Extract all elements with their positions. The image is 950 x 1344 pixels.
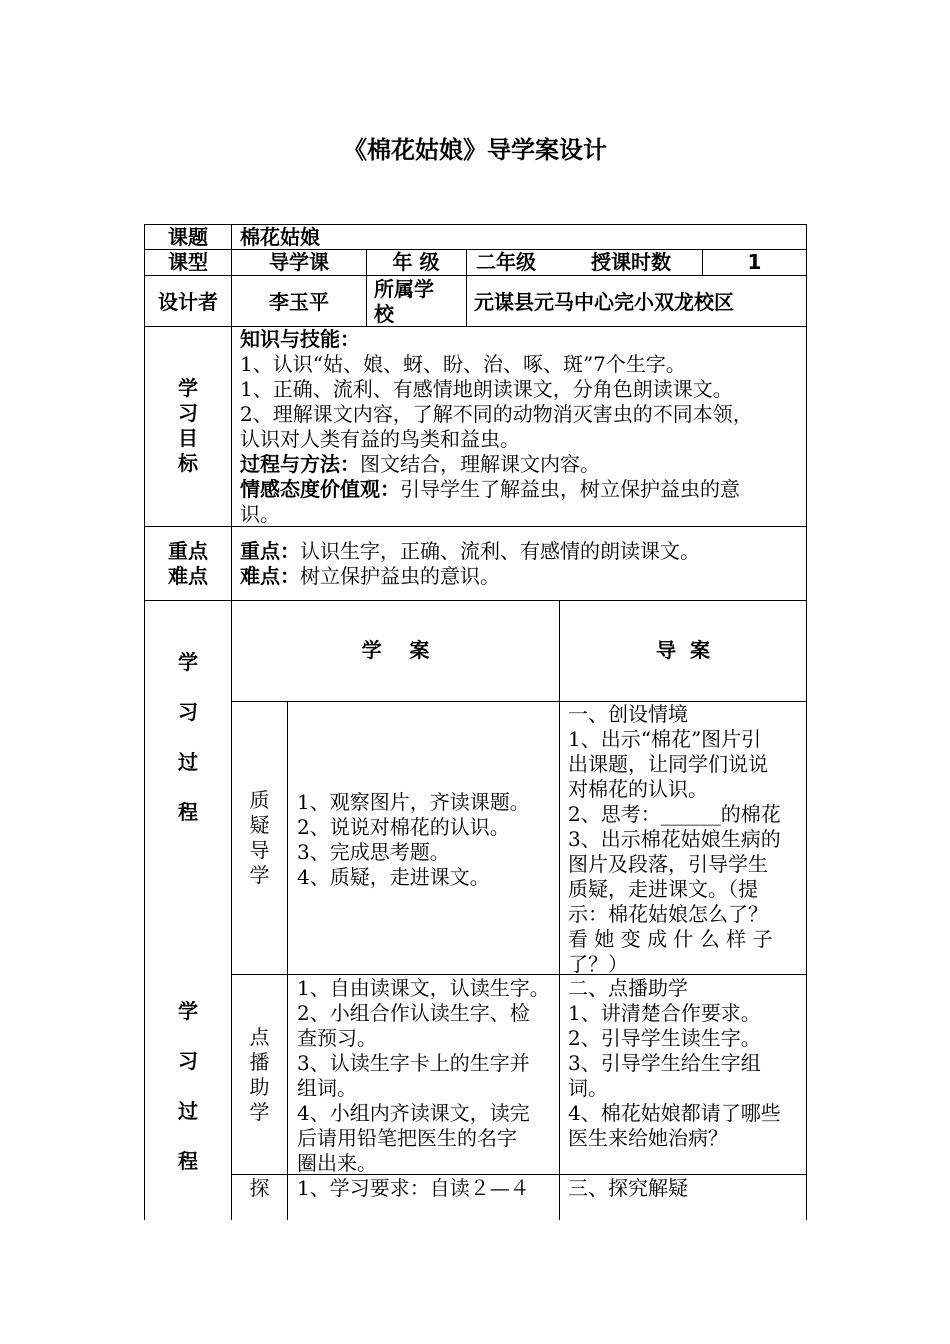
emotion-goal-cont: 识。 xyxy=(240,502,280,526)
document-title: 《棉花姑娘》导学案设计 xyxy=(343,136,607,164)
stage-question-guide: 质 疑 导 学 xyxy=(249,788,270,887)
goal-line-2: 1、正确、流利、有感情地朗读课文，分角色朗读课文。 xyxy=(240,377,733,401)
school-value: 元谋县元马中心完小双龙校区 xyxy=(474,290,734,314)
grade-label: 年 级 xyxy=(392,250,440,274)
student-plan-header: 学 案 xyxy=(361,638,430,662)
topic-label: 课题 xyxy=(168,225,208,249)
student-activities-1: 1、观察图片，齐读课题。 2、说说对棉花的认识。 3、完成思考题。 4、质疑，走进课文。 xyxy=(297,790,530,889)
stage-explore: 探 xyxy=(249,1176,270,1200)
key-label: 重点 xyxy=(168,539,208,563)
process-label-bottom: 学 习 过 程 xyxy=(178,999,198,1173)
topic-value: 棉花姑娘 xyxy=(240,225,320,249)
process-label-top: 学 习 过 程 xyxy=(178,650,198,824)
hours-value: 1 xyxy=(747,250,762,274)
teacher-activities-3: 三、探究解疑 xyxy=(568,1176,688,1200)
process-method: 过程与方法：图文结合，理解课文内容。 xyxy=(240,452,600,476)
school-label-line2: 校 xyxy=(374,302,394,326)
emotion-goal: 情感态度价值观：引导学生了解益虫，树立保护益虫的意 xyxy=(240,477,740,501)
goals-label: 学 习 目 标 xyxy=(178,376,198,475)
key-point: 重点：认识生字，正确、流利、有感情的朗读课文。 xyxy=(240,539,700,563)
teacher-activities-2: 二、点播助学 1、讲清楚合作要求。 2、引导学生读生字。 3、引导学生给生字组 词。 4、棉花姑娘都请了哪些 医生来给她治病？ xyxy=(568,976,781,1150)
type-label: 课型 xyxy=(168,250,208,274)
difficulty-label: 难点 xyxy=(168,564,208,588)
stage-guided-learning: 点 播 助 学 xyxy=(249,1025,270,1124)
goal-line-3: 2、理解课文内容，了解不同的动物消灭害虫的不同本领， xyxy=(240,402,753,426)
difficulty-point: 难点：树立保护益虫的意识。 xyxy=(240,564,500,588)
student-activities-3: 1、学习要求：自读２—４ xyxy=(297,1176,530,1200)
type-value: 导学课 xyxy=(269,250,329,274)
designer-value: 李玉平 xyxy=(269,290,329,314)
grade-value: 二年级 xyxy=(476,250,536,274)
knowledge-title: 知识与技能： xyxy=(240,327,360,351)
goal-line-4: 认识对人类有益的鸟类和益虫。 xyxy=(240,427,520,451)
teacher-plan-header: 导 案 xyxy=(656,638,710,662)
teacher-activities-1: 一、创设情境 1、出示“棉花”图片引 出课题，让同学们说说 对棉花的认识。 2、思考：______的棉花 3、出示棉花姑娘生病的 图片及段落，引导学生 质疑，走进课文。（提 示：棉花姑娘怎么了？ 看 她 变 成 什 么 样 子 了？） xyxy=(568,702,781,976)
school-label-line1: 所属学 xyxy=(374,277,434,301)
hours-label: 授课时数 xyxy=(591,250,671,274)
designer-label: 设计者 xyxy=(158,290,218,314)
goal-line-1: 1、认识“姑、娘、蚜、盼、治、啄、斑”7个生字。 xyxy=(240,352,686,376)
student-activities-2: 1、自由读课文，认读生字。 2、小组合作认读生字、检 查预习。 3、认读生字卡上的生字并 组词。 4、小组内齐读课文，读完 后请用铅笔把医生的名字 圈出来。 xyxy=(297,976,550,1175)
